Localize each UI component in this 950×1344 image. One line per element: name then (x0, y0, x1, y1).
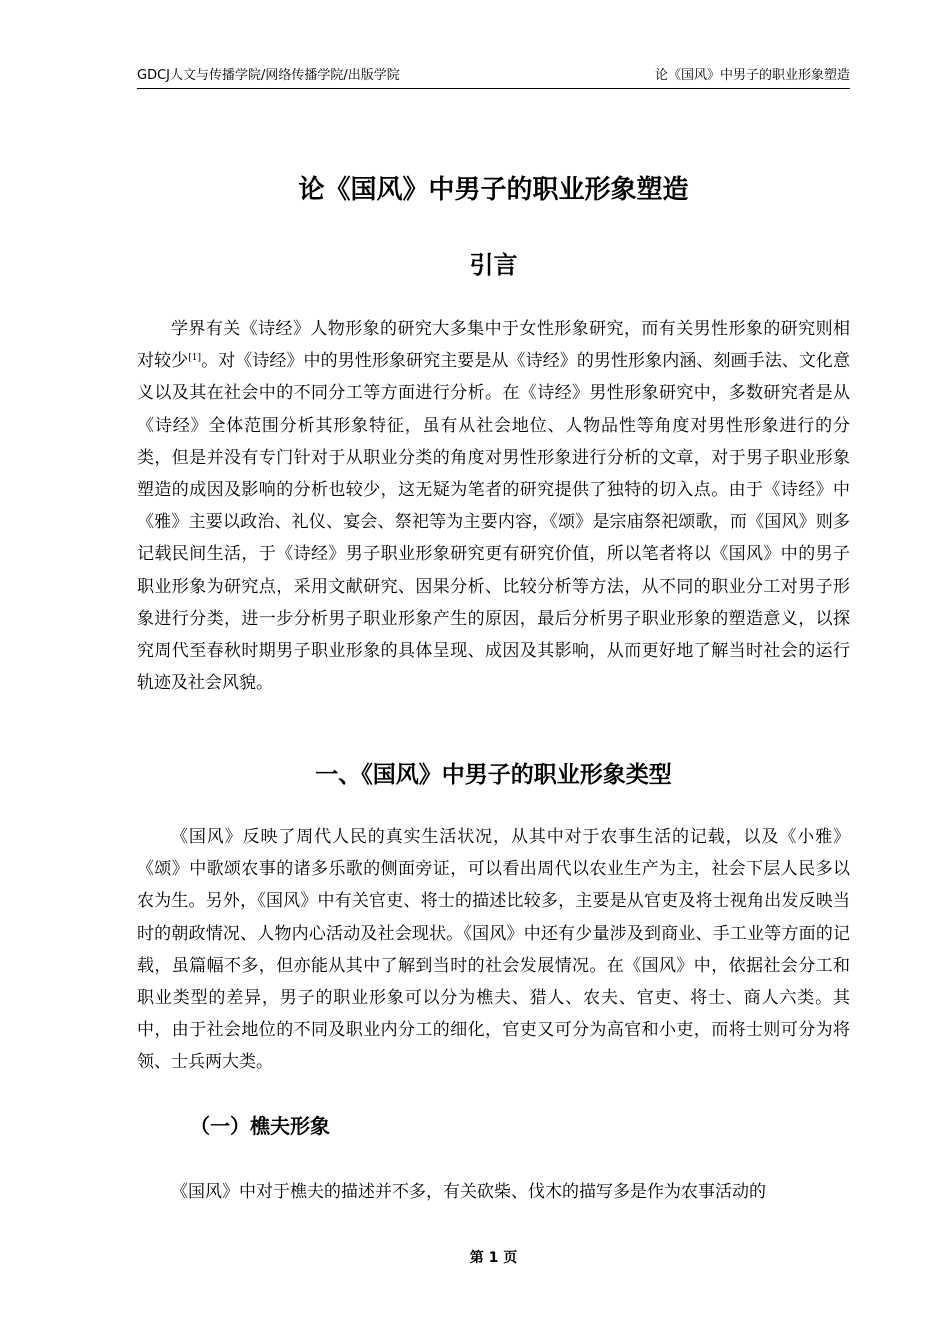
section-paragraph: 《国风》反映了周代人民的真实生活状况，从其中对于农事生活的记载，以及《小雅》《颂》中歌颂农事的诸多乐歌的侧面旁证，可以看出周代以农业生产为主，社会下层人民多以农为生。另外，《国风》中有关官吏、将士的描述比较多，主要是从官吏及将士视角出发反映当时的朝政情况、人物内心活动及社会现状。《国风》中还有少量涉及到商业、手工业等方面的记载，虽篇幅不多，但亦能从其中了解到当时的社会发展情况。在《国风》中，依据社会分工和职业类型的差异，男子的职业形象可以分为樵夫、猎人、农夫、官吏、将士、商人六类。其中，由于社会地位的不同及职业内分工的细化，官吏又可分为高官和小吏，而将士则可分为将领、士兵两大类。 (137, 827, 850, 1073)
subsection-paragraph: 《国风》中对于樵夫的描述并不多，有关砍柴、伐木的描写多是作为农事活动的 (171, 1182, 766, 1202)
intro-heading: 引言 (469, 251, 518, 279)
subsection-heading: （一）樵夫形象 (190, 1114, 330, 1138)
intro-text-b: 。对《诗经》中的男性形象研究主要是从《诗经》的男性形象内涵、刻画手法、文化意义以及其在社会中的不同分工等方面进行分析。在《诗经》男性形象研究中，多数研究者是从《诗经》全体范围分析其形象特征，虽有从社会地位、人物品性等角度对男性形象进行的分类，但是并没有专门针对于从职业分类的角度对男性形象进行分析的文章，对于男子职业形象塑造的成因及影响的分析也较少，这无疑为笔者的研究提供了独特的切入点。由于《诗经》中《雅》主要以政治、礼仪、宴会、祭祀等为主要内容，《颂》是宗庙祭祀颂歌，而《国风》则多记载民间生活，于《诗经》男子职业形象研究更有研究价值，所以笔者将以《国风》中的男子职业形象为研究点，采用文献研究、因果分析、比较分析等方法，从不同的职业分工对男子形象进行分类，进一步分析男子职业形象产生的原因，最后分析男子职业形象的塑造意义，以探究周代至春秋时期男子职业形象的具体呈现、成因及其影响，从而更好地了解当时社会的运行轨迹及社会风貌。 (137, 351, 851, 694)
section-heading: 一、《国风》中男子的职业形象类型 (315, 762, 672, 788)
header-institution: GDCJ人文与传播学院/网络传播学院/出版学院 (137, 68, 400, 83)
intro-paragraph (137, 313, 850, 699)
header-paper-title: 论《国风》中男子的职业形象塑造 (654, 68, 850, 83)
citation-ref[interactable]: [1] (188, 353, 201, 364)
intro-text-a: 学界有关《诗经》人物形象的研究大多集中于女性形象研究，而有关男性形象的研究则相对较少 (137, 319, 850, 372)
paper-title: 论《国风》中男子的职业形象塑造 (298, 175, 689, 205)
page-number: 第 1 页 (469, 1250, 518, 1266)
running-header (137, 66, 850, 89)
